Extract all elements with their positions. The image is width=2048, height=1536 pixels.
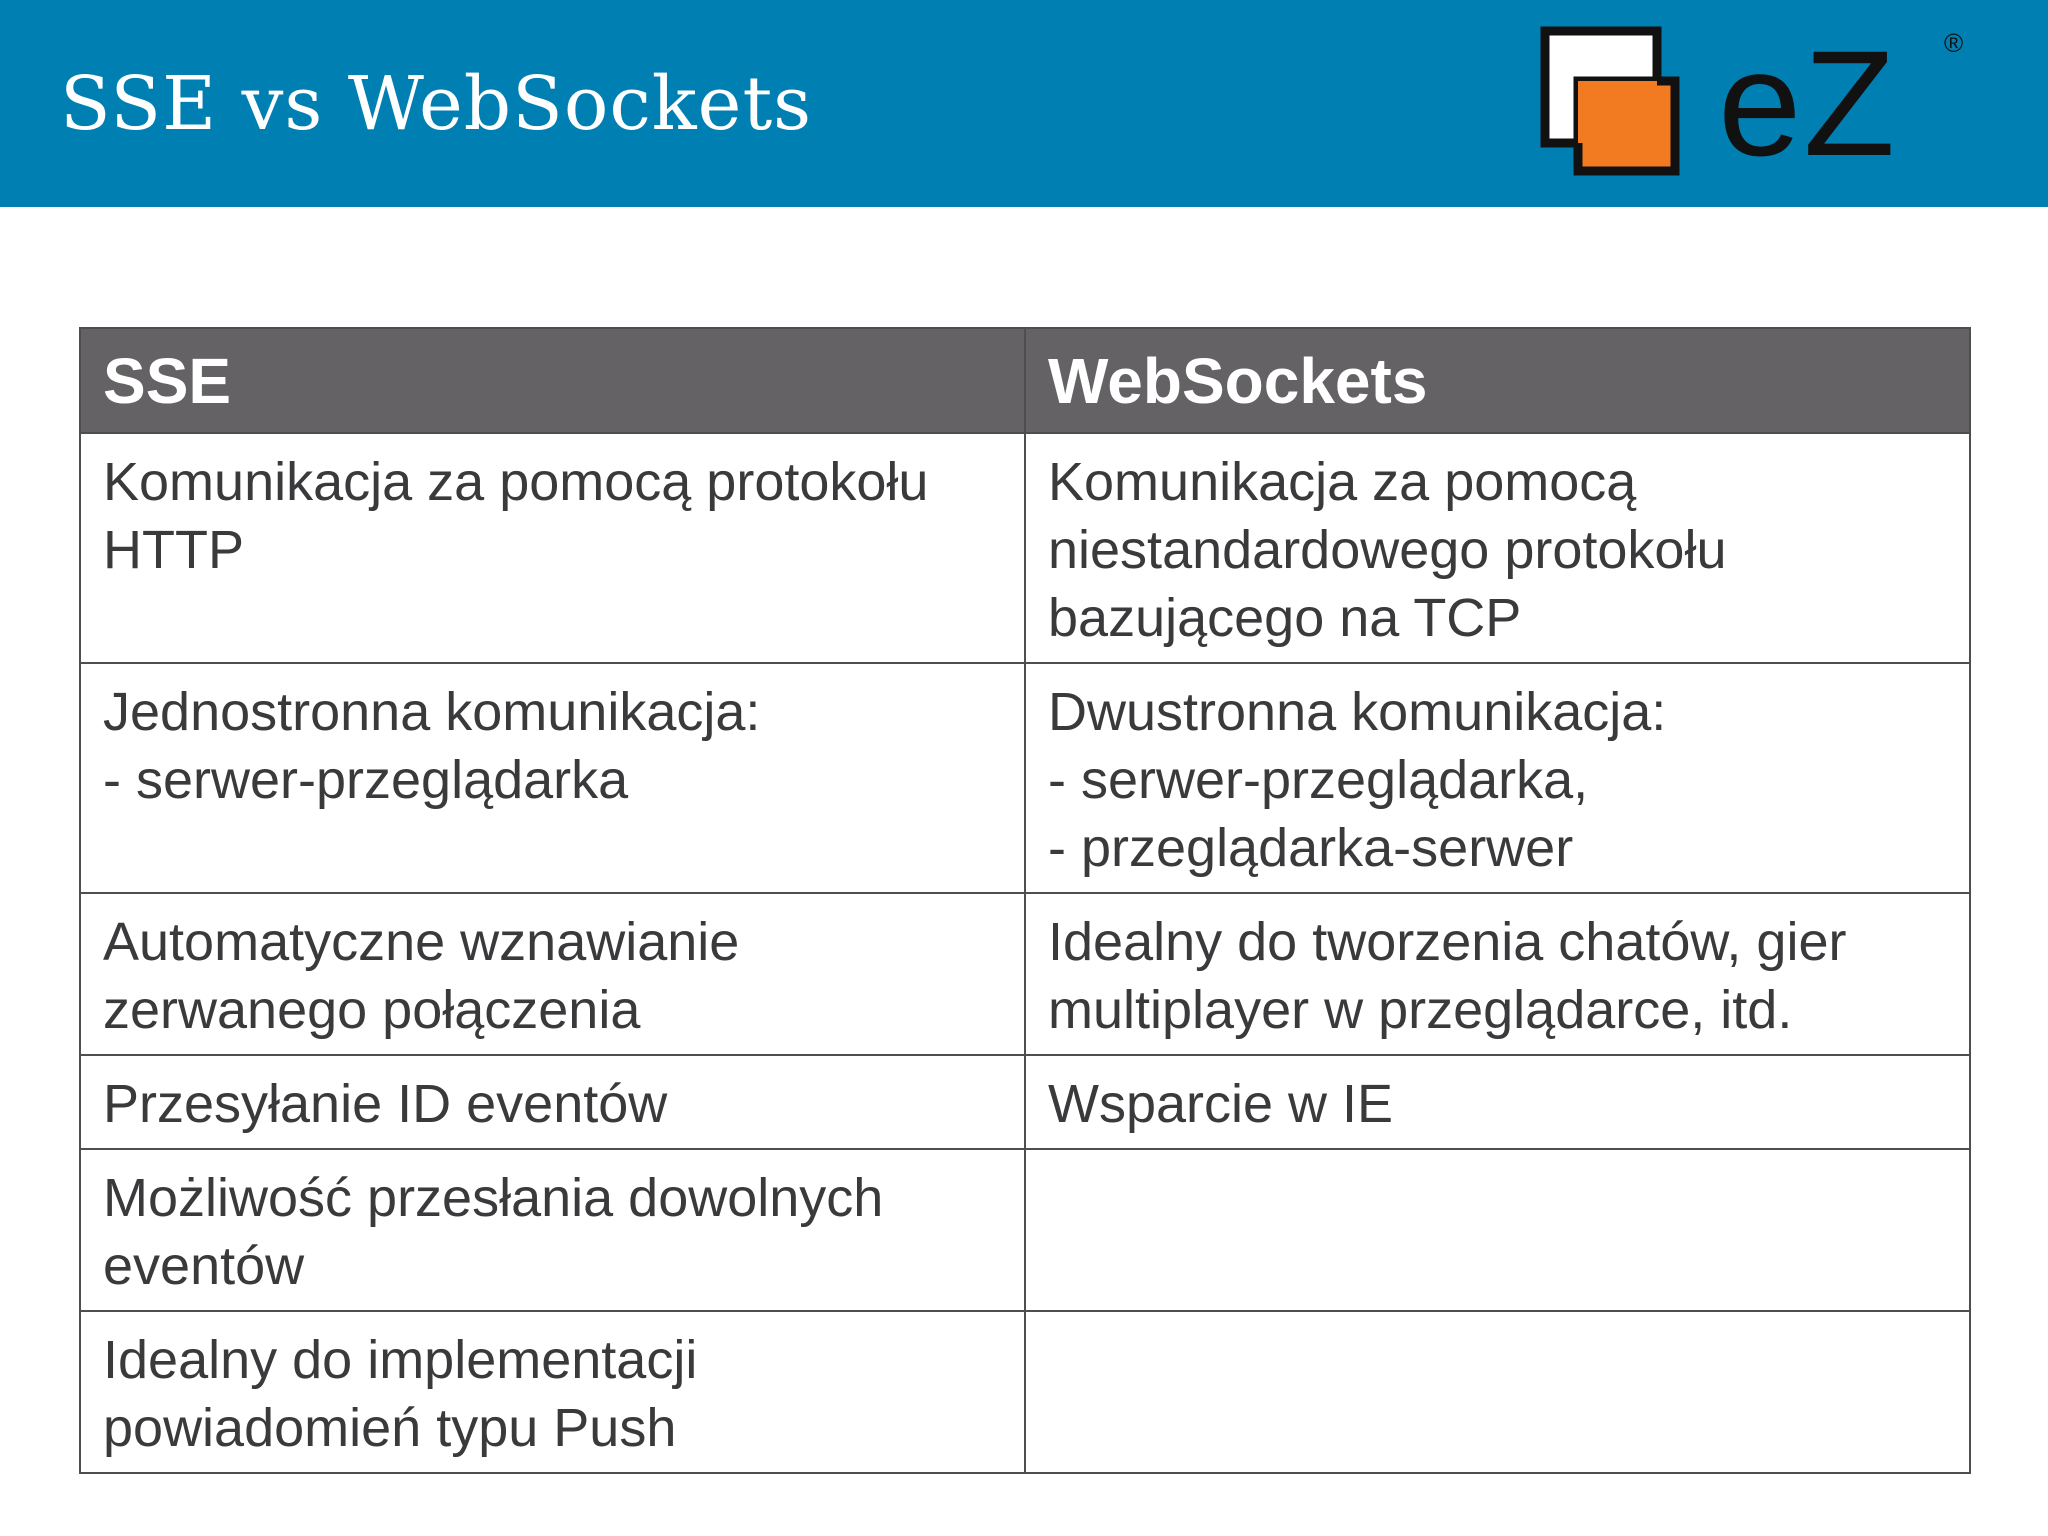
cell-sse: Jednostronna komunikacja: - serwer-przeglądarka xyxy=(80,663,1025,893)
table-row xyxy=(80,433,1970,663)
header-sse: SSE xyxy=(80,328,1025,433)
cell-websockets: Dwustronna komunikacja: - serwer-przeglądarka, - przeglądarka-serwer xyxy=(1025,663,1970,893)
comparison-table xyxy=(79,327,1971,1474)
slide-header xyxy=(0,0,2048,207)
registered-mark: ® xyxy=(1944,28,1964,58)
table-row xyxy=(80,1149,1970,1311)
header-websockets: WebSockets xyxy=(1025,328,1970,433)
cell-websockets-empty xyxy=(1025,1311,1970,1473)
table-row xyxy=(80,1055,1970,1149)
cell-sse: Przesyłanie ID eventów xyxy=(80,1055,1025,1149)
cell-websockets: Idealny do tworzenia chatów, gier multiplayer w przeglądarce, itd. xyxy=(1025,893,1970,1055)
logo-squares-icon xyxy=(1540,26,1690,176)
cell-websockets: Komunikacja za pomocą niestandardowego protokołu bazującego na TCP xyxy=(1025,433,1970,663)
table-row xyxy=(80,663,1970,893)
logo-wordmark: eZ xyxy=(1718,19,1898,187)
ez-logo xyxy=(1540,19,1980,187)
cell-sse: Automatyczne wznawianie zerwanego połączenia xyxy=(80,893,1025,1055)
table-header-row xyxy=(80,328,1970,433)
cell-websockets-empty xyxy=(1025,1149,1970,1311)
table-row xyxy=(80,893,1970,1055)
slide-title: SSE vs WebSockets xyxy=(60,61,813,147)
cell-websockets: Wsparcie w IE xyxy=(1025,1055,1970,1149)
cell-sse: Idealny do implementacji powiadomień typu Push xyxy=(80,1311,1025,1473)
cell-sse: Możliwość przesłania dowolnych eventów xyxy=(80,1149,1025,1311)
cell-sse: Komunikacja za pomocą protokołu HTTP xyxy=(80,433,1025,663)
table-row xyxy=(80,1311,1970,1473)
